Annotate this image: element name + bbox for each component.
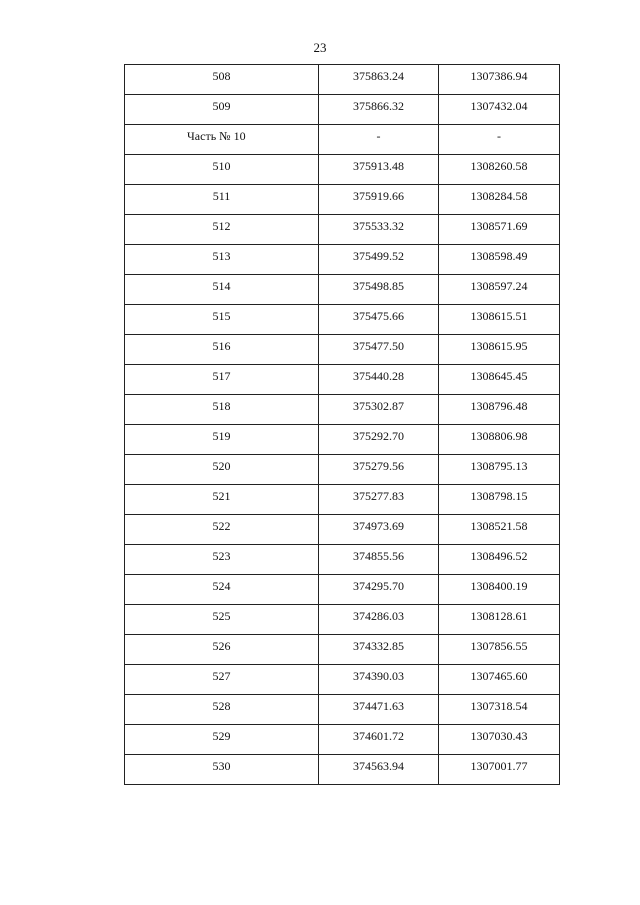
point-number-cell: 513 bbox=[125, 245, 319, 275]
table-row bbox=[125, 575, 560, 605]
x-coordinate-cell: 375277.83 bbox=[319, 485, 439, 515]
x-coordinate-cell: 375440.28 bbox=[319, 365, 439, 395]
table-row bbox=[125, 65, 560, 95]
y-coordinate-cell: 1308284.58 bbox=[439, 185, 560, 215]
y-coordinate-cell: 1308615.95 bbox=[439, 335, 560, 365]
point-number-cell: 523 bbox=[125, 545, 319, 575]
x-coordinate-cell: 374563.94 bbox=[319, 755, 439, 785]
point-number-cell: 516 bbox=[125, 335, 319, 365]
y-coordinate-cell: 1308598.49 bbox=[439, 245, 560, 275]
x-coordinate-cell: 375913.48 bbox=[319, 155, 439, 185]
y-coordinate-cell: 1307465.60 bbox=[439, 665, 560, 695]
x-coordinate-cell: 375499.52 bbox=[319, 245, 439, 275]
y-coordinate-cell: 1308521.58 bbox=[439, 515, 560, 545]
y-coordinate-cell: 1308260.58 bbox=[439, 155, 560, 185]
x-coordinate-cell: 374295.70 bbox=[319, 575, 439, 605]
y-coordinate-cell: 1307386.94 bbox=[439, 65, 560, 95]
table-row bbox=[125, 695, 560, 725]
point-number-cell: 522 bbox=[125, 515, 319, 545]
x-coordinate-cell: 374286.03 bbox=[319, 605, 439, 635]
y-coordinate-cell: 1307856.55 bbox=[439, 635, 560, 665]
point-number-cell: 510 bbox=[125, 155, 319, 185]
table-row bbox=[125, 545, 560, 575]
table-row bbox=[125, 425, 560, 455]
point-number-cell: 519 bbox=[125, 425, 319, 455]
point-number-cell: 530 bbox=[125, 755, 319, 785]
y-coordinate-cell: 1307432.04 bbox=[439, 95, 560, 125]
table-row bbox=[125, 755, 560, 785]
table-row bbox=[125, 365, 560, 395]
point-number-cell: 529 bbox=[125, 725, 319, 755]
x-coordinate-cell: 374855.56 bbox=[319, 545, 439, 575]
point-number-cell: 526 bbox=[125, 635, 319, 665]
point-number-cell: 528 bbox=[125, 695, 319, 725]
table-row bbox=[125, 635, 560, 665]
y-coordinate-cell: 1308597.24 bbox=[439, 275, 560, 305]
table-row bbox=[125, 185, 560, 215]
y-coordinate-cell: 1308496.52 bbox=[439, 545, 560, 575]
x-coordinate-cell: 374332.85 bbox=[319, 635, 439, 665]
x-coordinate-cell: 375279.56 bbox=[319, 455, 439, 485]
x-coordinate-cell: 374601.72 bbox=[319, 725, 439, 755]
table-row bbox=[125, 305, 560, 335]
x-coordinate-cell: 374973.69 bbox=[319, 515, 439, 545]
part-label-cell: Часть № 10 bbox=[125, 125, 319, 155]
x-coordinate-cell: 375863.24 bbox=[319, 65, 439, 95]
x-coordinate-cell: 375866.32 bbox=[319, 95, 439, 125]
x-coordinate-cell: 375475.66 bbox=[319, 305, 439, 335]
point-number-cell: 518 bbox=[125, 395, 319, 425]
part-header-row bbox=[125, 125, 560, 155]
point-number-cell: 520 bbox=[125, 455, 319, 485]
y-coordinate-cell: 1307318.54 bbox=[439, 695, 560, 725]
y-coordinate-cell: 1308128.61 bbox=[439, 605, 560, 635]
point-number-cell: 509 bbox=[125, 95, 319, 125]
point-number-cell: 511 bbox=[125, 185, 319, 215]
y-coordinate-cell: 1308400.19 bbox=[439, 575, 560, 605]
table-row bbox=[125, 335, 560, 365]
x-coordinate-cell: - bbox=[319, 125, 439, 155]
y-coordinate-cell: 1308806.98 bbox=[439, 425, 560, 455]
table-row bbox=[125, 215, 560, 245]
y-coordinate-cell: 1307030.43 bbox=[439, 725, 560, 755]
table-row bbox=[125, 665, 560, 695]
point-number-cell: 524 bbox=[125, 575, 319, 605]
x-coordinate-cell: 375477.50 bbox=[319, 335, 439, 365]
point-number-cell: 521 bbox=[125, 485, 319, 515]
table-row bbox=[125, 455, 560, 485]
y-coordinate-cell: 1308645.45 bbox=[439, 365, 560, 395]
x-coordinate-cell: 375533.32 bbox=[319, 215, 439, 245]
table-row bbox=[125, 95, 560, 125]
y-coordinate-cell: 1308571.69 bbox=[439, 215, 560, 245]
x-coordinate-cell: 374390.03 bbox=[319, 665, 439, 695]
table-row bbox=[125, 395, 560, 425]
y-coordinate-cell: - bbox=[439, 125, 560, 155]
table-row bbox=[125, 725, 560, 755]
point-number-cell: 512 bbox=[125, 215, 319, 245]
table-row bbox=[125, 605, 560, 635]
table-row bbox=[125, 485, 560, 515]
table-row bbox=[125, 245, 560, 275]
x-coordinate-cell: 375498.85 bbox=[319, 275, 439, 305]
y-coordinate-cell: 1308615.51 bbox=[439, 305, 560, 335]
y-coordinate-cell: 1308795.13 bbox=[439, 455, 560, 485]
x-coordinate-cell: 375292.70 bbox=[319, 425, 439, 455]
coordinates-table-body bbox=[125, 65, 560, 785]
page-number: 23 bbox=[313, 40, 327, 55]
coordinates-table bbox=[124, 64, 560, 785]
point-number-cell: 508 bbox=[125, 65, 319, 95]
table-row bbox=[125, 515, 560, 545]
y-coordinate-cell: 1308798.15 bbox=[439, 485, 560, 515]
point-number-cell: 514 bbox=[125, 275, 319, 305]
table-row bbox=[125, 155, 560, 185]
x-coordinate-cell: 375919.66 bbox=[319, 185, 439, 215]
point-number-cell: 515 bbox=[125, 305, 319, 335]
x-coordinate-cell: 374471.63 bbox=[319, 695, 439, 725]
table-row bbox=[125, 275, 560, 305]
y-coordinate-cell: 1308796.48 bbox=[439, 395, 560, 425]
point-number-cell: 525 bbox=[125, 605, 319, 635]
y-coordinate-cell: 1307001.77 bbox=[439, 755, 560, 785]
x-coordinate-cell: 375302.87 bbox=[319, 395, 439, 425]
point-number-cell: 517 bbox=[125, 365, 319, 395]
point-number-cell: 527 bbox=[125, 665, 319, 695]
